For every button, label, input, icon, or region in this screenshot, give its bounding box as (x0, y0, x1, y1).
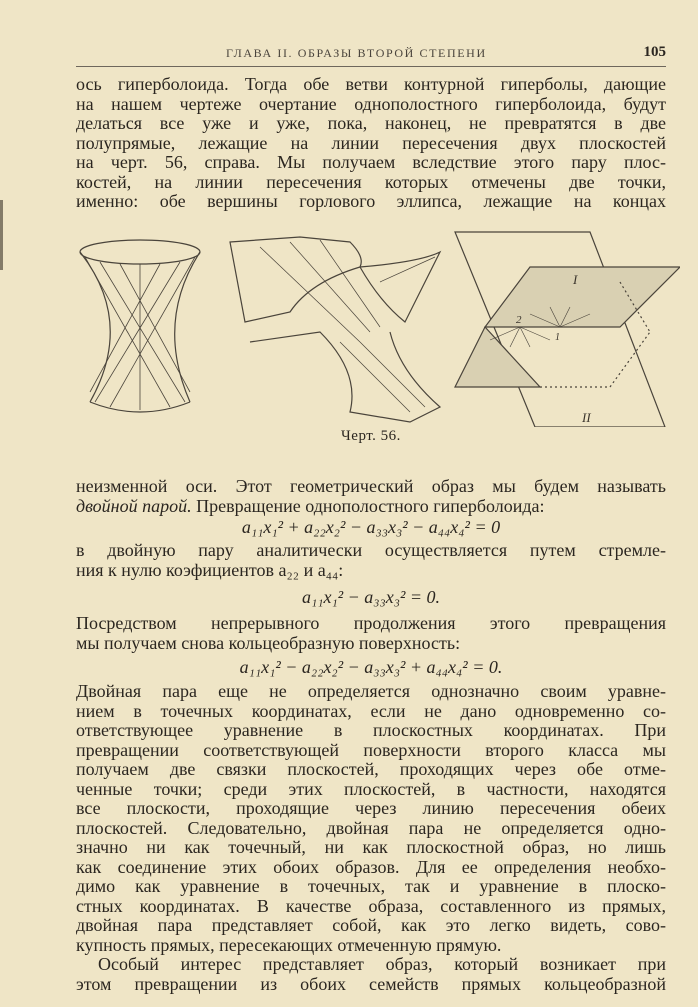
text-line: именно: обе вершины горлового эллипса, лежащие на концах (76, 192, 666, 211)
text-line: в двойную пару аналитически осуществляется путем стремле- (76, 541, 666, 560)
point-label-2: 2 (516, 314, 522, 326)
text-line: ния к нулю коэфициентов a₂₂ и a₄₄: (76, 560, 344, 580)
running-header (76, 44, 666, 64)
text-line (76, 497, 666, 517)
paragraph-2-part-1 (76, 477, 666, 516)
text-line: получаем две связки плоскостей, проходящих через обе отме- (76, 760, 666, 779)
text-line: этом превращении из обоих семейств прямых кольцеобразной (76, 974, 666, 994)
text-line: димо как уравнение в точечных, так и уравнение в плоско- (76, 877, 666, 896)
hyperboloid-figure (80, 240, 200, 412)
text-line: значно ни как точечный, ни как плоскостной образ, но лишь (76, 838, 666, 857)
text-line: Особый интерес представляет образ, который возникает при (98, 955, 666, 974)
text-line: на нашем чертеже очертание однополостного гиперболоида, будут (76, 94, 666, 114)
plane-label-2: II (582, 410, 591, 425)
text-line: Посредством непрерывного продолжения этого превращения (76, 614, 666, 633)
text-line: делаться все уже и уже, пока, наконец, не превратятся в две (76, 114, 666, 133)
text-line: стных координатах. В качестве образа, составленного из прямых, (76, 896, 666, 916)
text-line: мы получаем снова кольцеобразную поверхность: (76, 633, 461, 653)
formula-hyperboloid: a₁₁x₁² + a₂₂x₂² − a₃₃x₃² − a₄₄x₄² = 0 (241, 517, 501, 537)
text-line: нием в точечных координатах, если не дано одновременно со- (76, 701, 666, 721)
figure-56 (60, 222, 680, 427)
text-line: костей, на линии пересечения которых отмечены две точки, (76, 172, 666, 192)
paragraph-3 (76, 682, 666, 994)
page-edge-shadow (0, 200, 3, 270)
formula-ring-surface: a₁₁x₁² − a₂₂x₂² − a₃₃x₃² + a₄₄x₄² = 0. (239, 657, 503, 677)
figure-caption: Черт. 56. (341, 428, 401, 444)
text-line: Двойная пара еще не определяется однозначно своим уравне- (76, 682, 666, 701)
header-rule (76, 66, 666, 67)
text-line: как соединение этих обоих образов. Для ее определения необхо- (76, 857, 666, 877)
text-line: двойная пара представляет собой, как это легко видеть, сово- (76, 916, 666, 935)
text-line: превращении соответствующей поверхности второго класса мы (76, 740, 666, 760)
paragraph-2-part-3 (76, 614, 666, 653)
paragraph-2-part-2 (76, 541, 666, 580)
text-line: ответствующее уравнение в плоскостных координатах. При (76, 721, 666, 740)
text-segment: Превращение однополостного гиперболоида: (191, 496, 545, 516)
page-number: 105 (643, 44, 666, 60)
formula-double-pair: a₁₁x₁² − a₃₃x₃² = 0. (301, 587, 441, 607)
text-line: плоскостей. Следовательно, двойная пара не определяется одно- (76, 818, 666, 838)
double-pair-planes-figure (455, 232, 680, 427)
plane-label-1: I (573, 272, 578, 287)
text-line: неизменной оси. Этот геометрический образ мы будем называть (76, 477, 666, 496)
text-line: полупрямые, лежащие на линии пересечения двух плоскостей (76, 133, 666, 153)
text-line: на черт. 56, справа. Мы получаем вследствие этого пару плос- (76, 153, 666, 172)
paragraph-1 (76, 75, 666, 212)
point-label-1: 1 (555, 332, 560, 343)
chapter-title: ГЛАВА II. ОБРАЗЫ ВТОРОЙ СТЕПЕНИ (226, 46, 487, 60)
text-line: купность прямых, пересекающих отмеченную прямую. (76, 935, 502, 955)
term-double-pair: двойной парой. (76, 496, 192, 516)
text-line: все плоскости, проходящие через линию пересечения обеих (76, 799, 666, 818)
text-line: ченные точки; среди этих плоскостей, в частности, находятся (76, 779, 666, 799)
text-line: ось гиперболоида. Тогда обе ветви контурной гиперболы, дающие (76, 75, 666, 94)
degenerating-hyperboloid-figure (230, 237, 440, 422)
